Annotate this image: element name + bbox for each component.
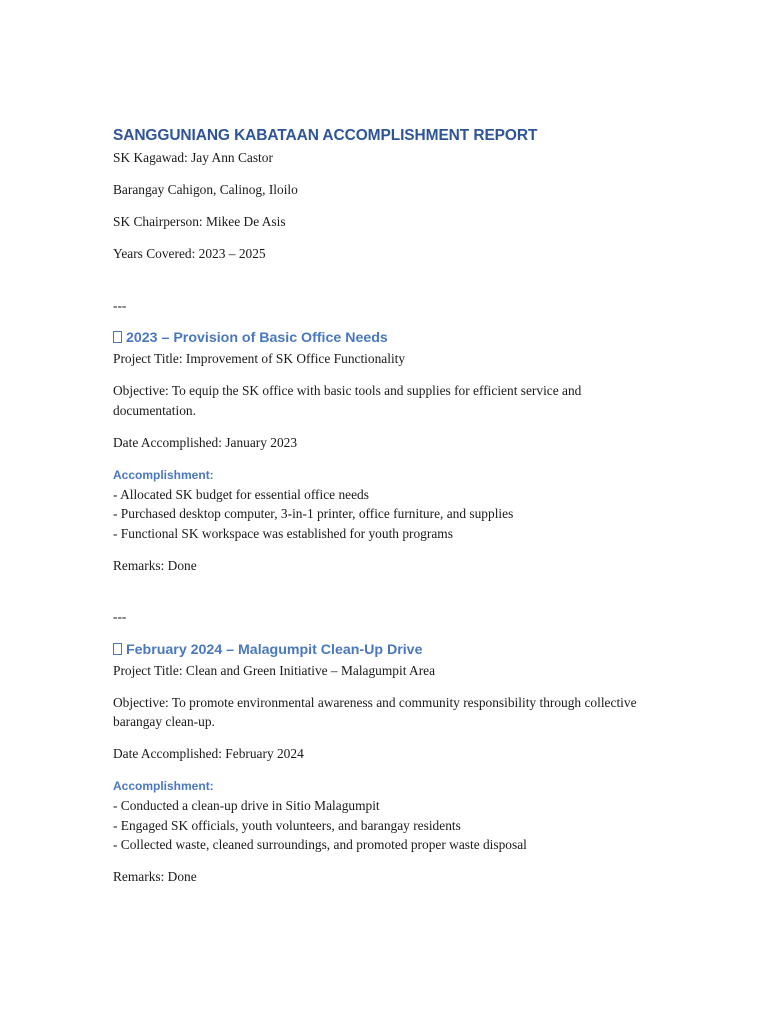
accomplishment-list — [113, 485, 653, 544]
date-accomplished: Date Accomplished: February 2024 — [113, 746, 304, 761]
project-title: Project Title: Clean and Green Initiative – Malagumpit Area — [113, 662, 436, 678]
section-divider: --- — [113, 297, 127, 313]
list-item: - Engaged SK officials, youth volunteers, and barangay residents — [113, 817, 461, 833]
document-page — [113, 124, 653, 887]
list-item: - Collected waste, cleaned surroundings, and promoted proper waste disposal — [113, 837, 527, 852]
remarks: Remarks: Done — [113, 869, 197, 884]
accomplishment-label: Accomplishment: — [113, 467, 214, 482]
section-heading-2024 — [113, 639, 653, 661]
years-covered-line: Years Covered: 2023 – 2025 — [113, 246, 266, 261]
list-item: - Allocated SK budget for essential office needs — [113, 486, 369, 502]
report-title: SANGGUNIANG KABATAAN ACCOMPLISHMENT REPORT — [113, 127, 538, 144]
section-heading-2023 — [113, 327, 653, 349]
accomplishment-label: Accomplishment: — [113, 779, 214, 793]
chairperson-line: SK Chairperson: Mikee De Asis — [113, 214, 286, 229]
missing-glyph-icon — [113, 643, 122, 655]
date-accomplished: Date Accomplished: January 2023 — [113, 434, 298, 450]
barangay-line: Barangay Cahigon, Calinog, Iloilo — [113, 182, 298, 197]
list-item: - Purchased desktop computer, 3-in-1 printer, office furniture, and supplies — [113, 506, 514, 521]
objective: Objective: To equip the SK office with basic tools and supplies for efficient service and documentation. — [113, 383, 582, 418]
remarks: Remarks: Done — [113, 557, 197, 573]
list-item: - Functional SK workspace was established for youth programs — [113, 525, 453, 541]
accomplishment-list — [113, 796, 653, 855]
list-item: - Conducted a clean-up drive in Sitio Malagumpit — [113, 798, 380, 813]
missing-glyph-icon — [113, 331, 122, 343]
section-heading-text: 2023 – Provision of Basic Office Needs — [126, 330, 388, 346]
section-heading-text: February 2024 – Malagumpit Clean-Up Drive — [126, 641, 423, 658]
project-title: Project Title: Improvement of SK Office Functionality — [113, 351, 406, 366]
section-divider: --- — [113, 609, 127, 624]
objective: Objective: To promote environmental awareness and community responsibility through collective barangay clean-up. — [113, 694, 637, 729]
kagawad-line: SK Kagawad: Jay Ann Castor — [113, 150, 273, 165]
